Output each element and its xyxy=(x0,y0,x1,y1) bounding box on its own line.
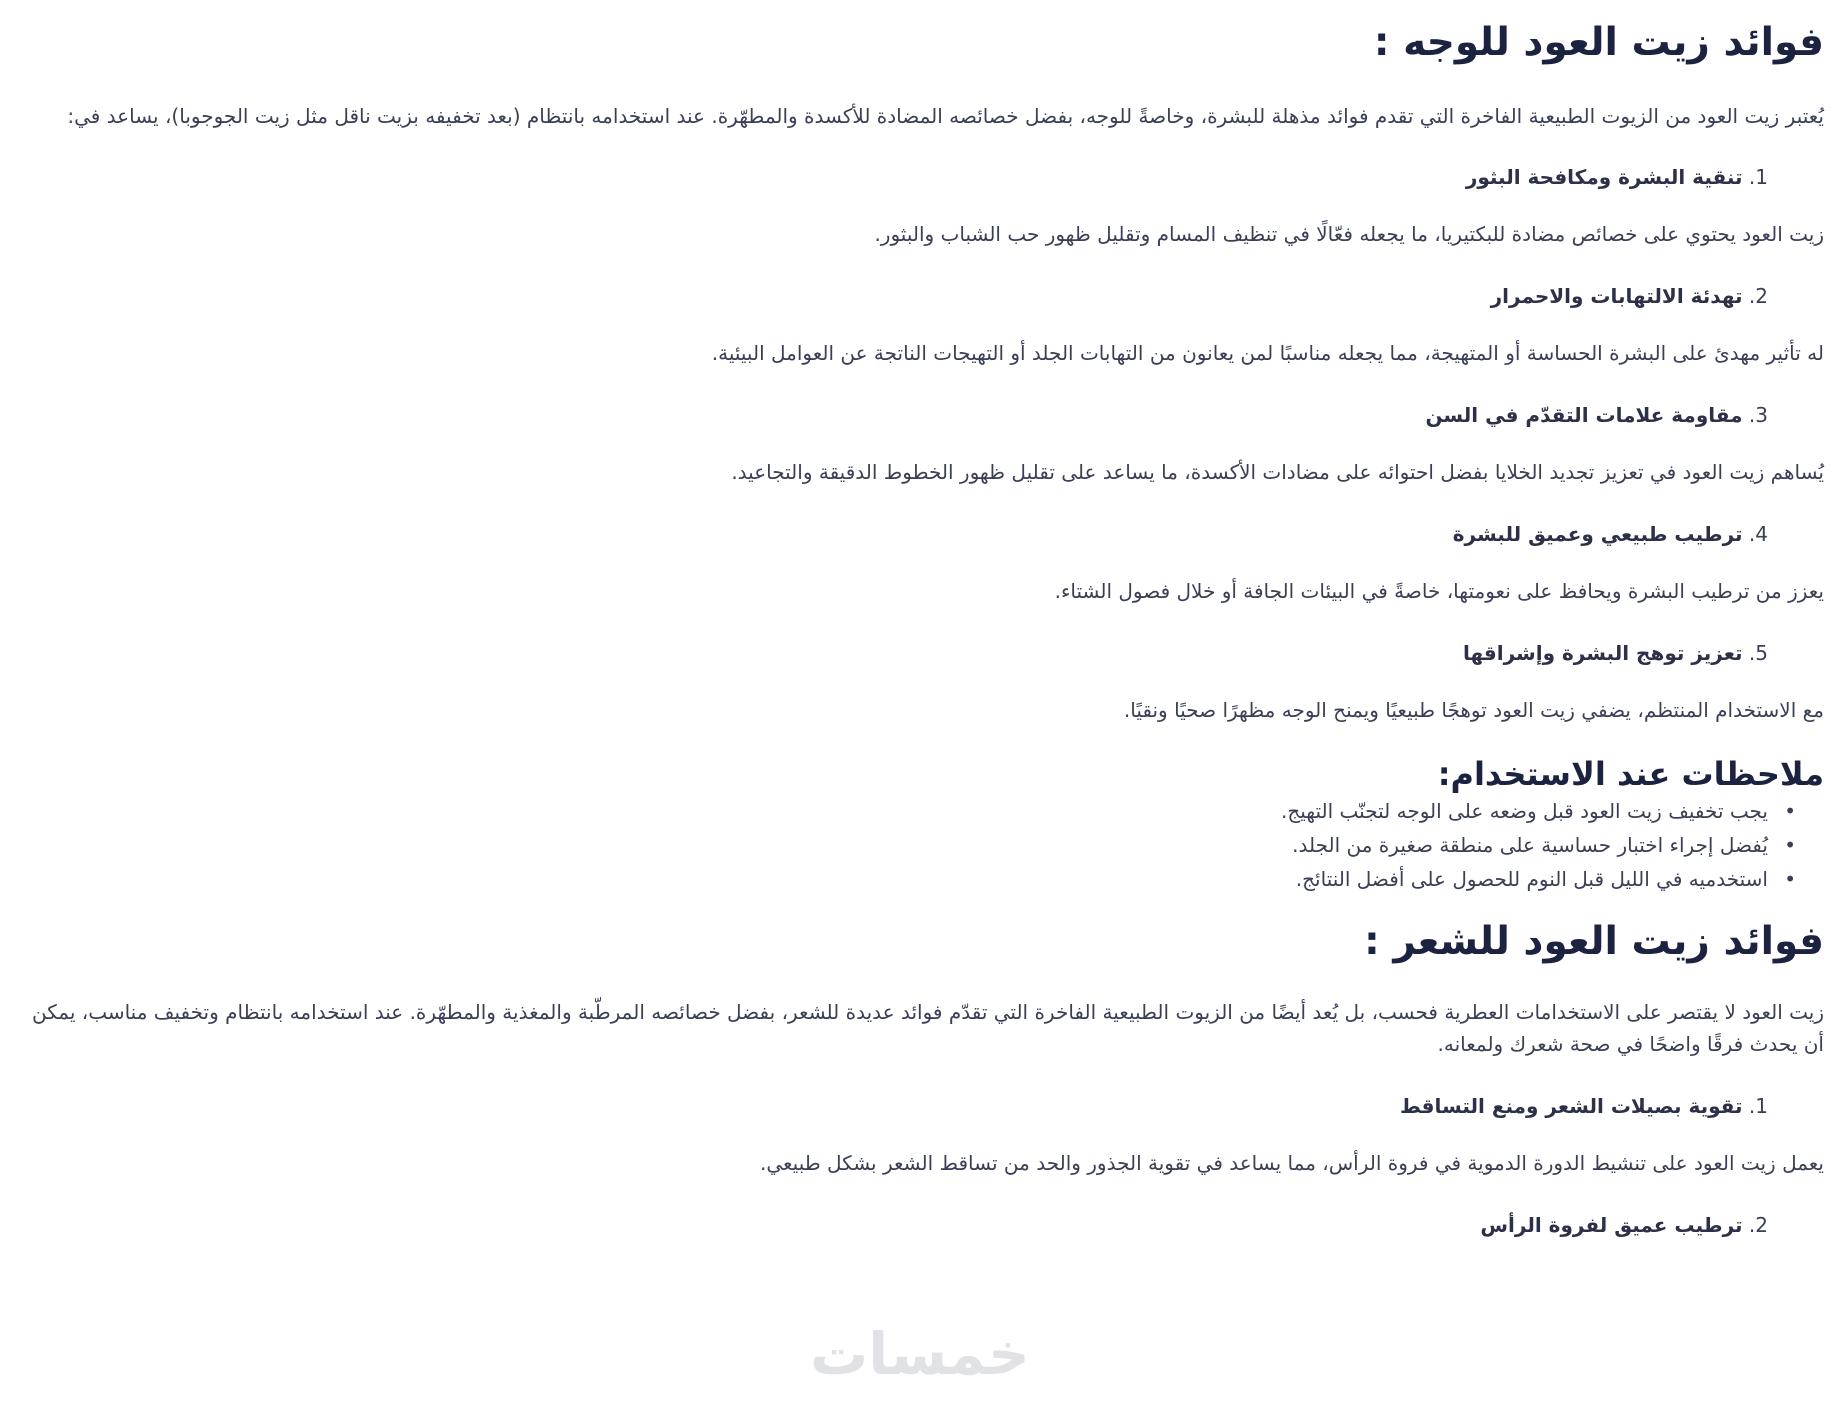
hair-benefits-heading: فوائد زيت العود للشعر : xyxy=(1364,919,1824,964)
benefit-title: تقوية بصيلات الشعر ومنع التساقط xyxy=(1399,1094,1743,1118)
face-benefit-1-title xyxy=(18,161,1824,193)
face-intro-paragraph: يُعتبر زيت العود من الزيوت الطبيعية الفاخرة التي تقدم فوائد مذهلة للبشرة، وخاصةً للوجه، بفضل خصائصه المضادة للأكسدة والمطهّرة. عند استخدامه بانتظام (بعد تخفيفه بزيت ناقل مثل زيت الجوجوبا)، يساعد في: xyxy=(67,104,1824,128)
benefit-title: ترطيب طبيعي وعميق للبشرة xyxy=(1452,522,1743,546)
benefit-title: تعزيز توهج البشرة وإشراقها xyxy=(1462,641,1743,665)
face-benefit-2-title xyxy=(18,280,1824,312)
face-benefit-3-description: يُساهم زيت العود في تعزيز تجديد الخلايا بفضل احتوائه على مضادات الأكسدة، ما يساعد على تقليل ظهور الخطوط الدقيقة والتجاعيد. xyxy=(731,460,1824,484)
list-number: 5. xyxy=(1748,641,1768,665)
hair-benefit-2-title xyxy=(18,1209,1824,1241)
hair-intro-paragraph: زيت العود لا يقتصر على الاستخدامات العطرية فحسب، بل يُعد أيضًا من الزيوت الطبيعية الفاخرة التي تقدّم فوائد عديدة للشعر، بفضل خصائصه المرطّبة والمغذية والمطهّرة. عند استخدامه بانتظام وتخفيف مناسب، يمكن أن يحدث فرقًا واضحًا في صحة شعرك ولمعانه. xyxy=(31,1000,1824,1056)
benefit-title: مقاومة علامات التقدّم في السن xyxy=(1425,403,1743,427)
benefit-title: تهدئة الالتهابات والاحمرار xyxy=(1490,284,1743,308)
face-benefit-3-title xyxy=(18,399,1824,431)
list-number: 2. xyxy=(1748,1213,1768,1237)
list-item: • يُفضل إجراء اختبار حساسية على منطقة صغيرة من الجلد. xyxy=(18,828,1768,862)
face-benefit-5-description: مع الاستخدام المنتظم، يضفي زيت العود توهجًا طبيعيًا ويمنح الوجه مظهرًا صحيًا ونقيًا. xyxy=(1123,698,1824,722)
benefit-title: ترطيب عميق لفروة الرأس xyxy=(1480,1213,1743,1237)
usage-notes-list xyxy=(18,794,1824,896)
face-benefit-2-description: له تأثير مهدئ على البشرة الحساسة أو المتهيجة، مما يجعله مناسبًا لمن يعانون من التهابات الجلد أو التهيجات الناتجة عن العوامل البيئية. xyxy=(711,341,1824,365)
list-item: • يجب تخفيف زيت العود قبل وضعه على الوجه لتجنّب التهيج. xyxy=(18,794,1768,828)
hair-benefit-1-title xyxy=(18,1090,1824,1122)
face-benefit-1-description: زيت العود يحتوي على خصائص مضادة للبكتيريا، ما يجعله فعّالًا في تنظيف المسام وتقليل ظهور حب الشباب والبثور. xyxy=(874,222,1824,246)
list-number: 1. xyxy=(1748,1094,1768,1118)
face-benefit-4-description: يعزز من ترطيب البشرة ويحافظ على نعومتها، خاصةً في البيئات الجافة أو خلال فصول الشتاء. xyxy=(1054,579,1824,603)
list-number: 1. xyxy=(1748,165,1768,189)
list-number: 2. xyxy=(1748,284,1768,308)
face-benefit-4-title xyxy=(18,518,1824,550)
usage-notes-heading: ملاحظات عند الاستخدام: xyxy=(1437,755,1824,793)
face-benefit-5-title xyxy=(18,637,1824,669)
face-benefits-heading: فوائد زيت العود للوجه : xyxy=(1373,20,1824,65)
hair-benefit-1-description: يعمل زيت العود على تنشيط الدورة الدموية في فروة الرأس، مما يساعد في تقوية الجذور والحد من تساقط الشعر بشكل طبيعي. xyxy=(759,1151,1824,1175)
benefit-title: تنقية البشرة ومكافحة البثور xyxy=(1465,165,1743,189)
list-item: • استخدميه في الليل قبل النوم للحصول على أفضل النتائج. xyxy=(18,862,1768,896)
list-number: 4. xyxy=(1748,522,1768,546)
list-number: 3. xyxy=(1748,403,1768,427)
site-watermark-logo: خمسات xyxy=(810,1320,1030,1388)
